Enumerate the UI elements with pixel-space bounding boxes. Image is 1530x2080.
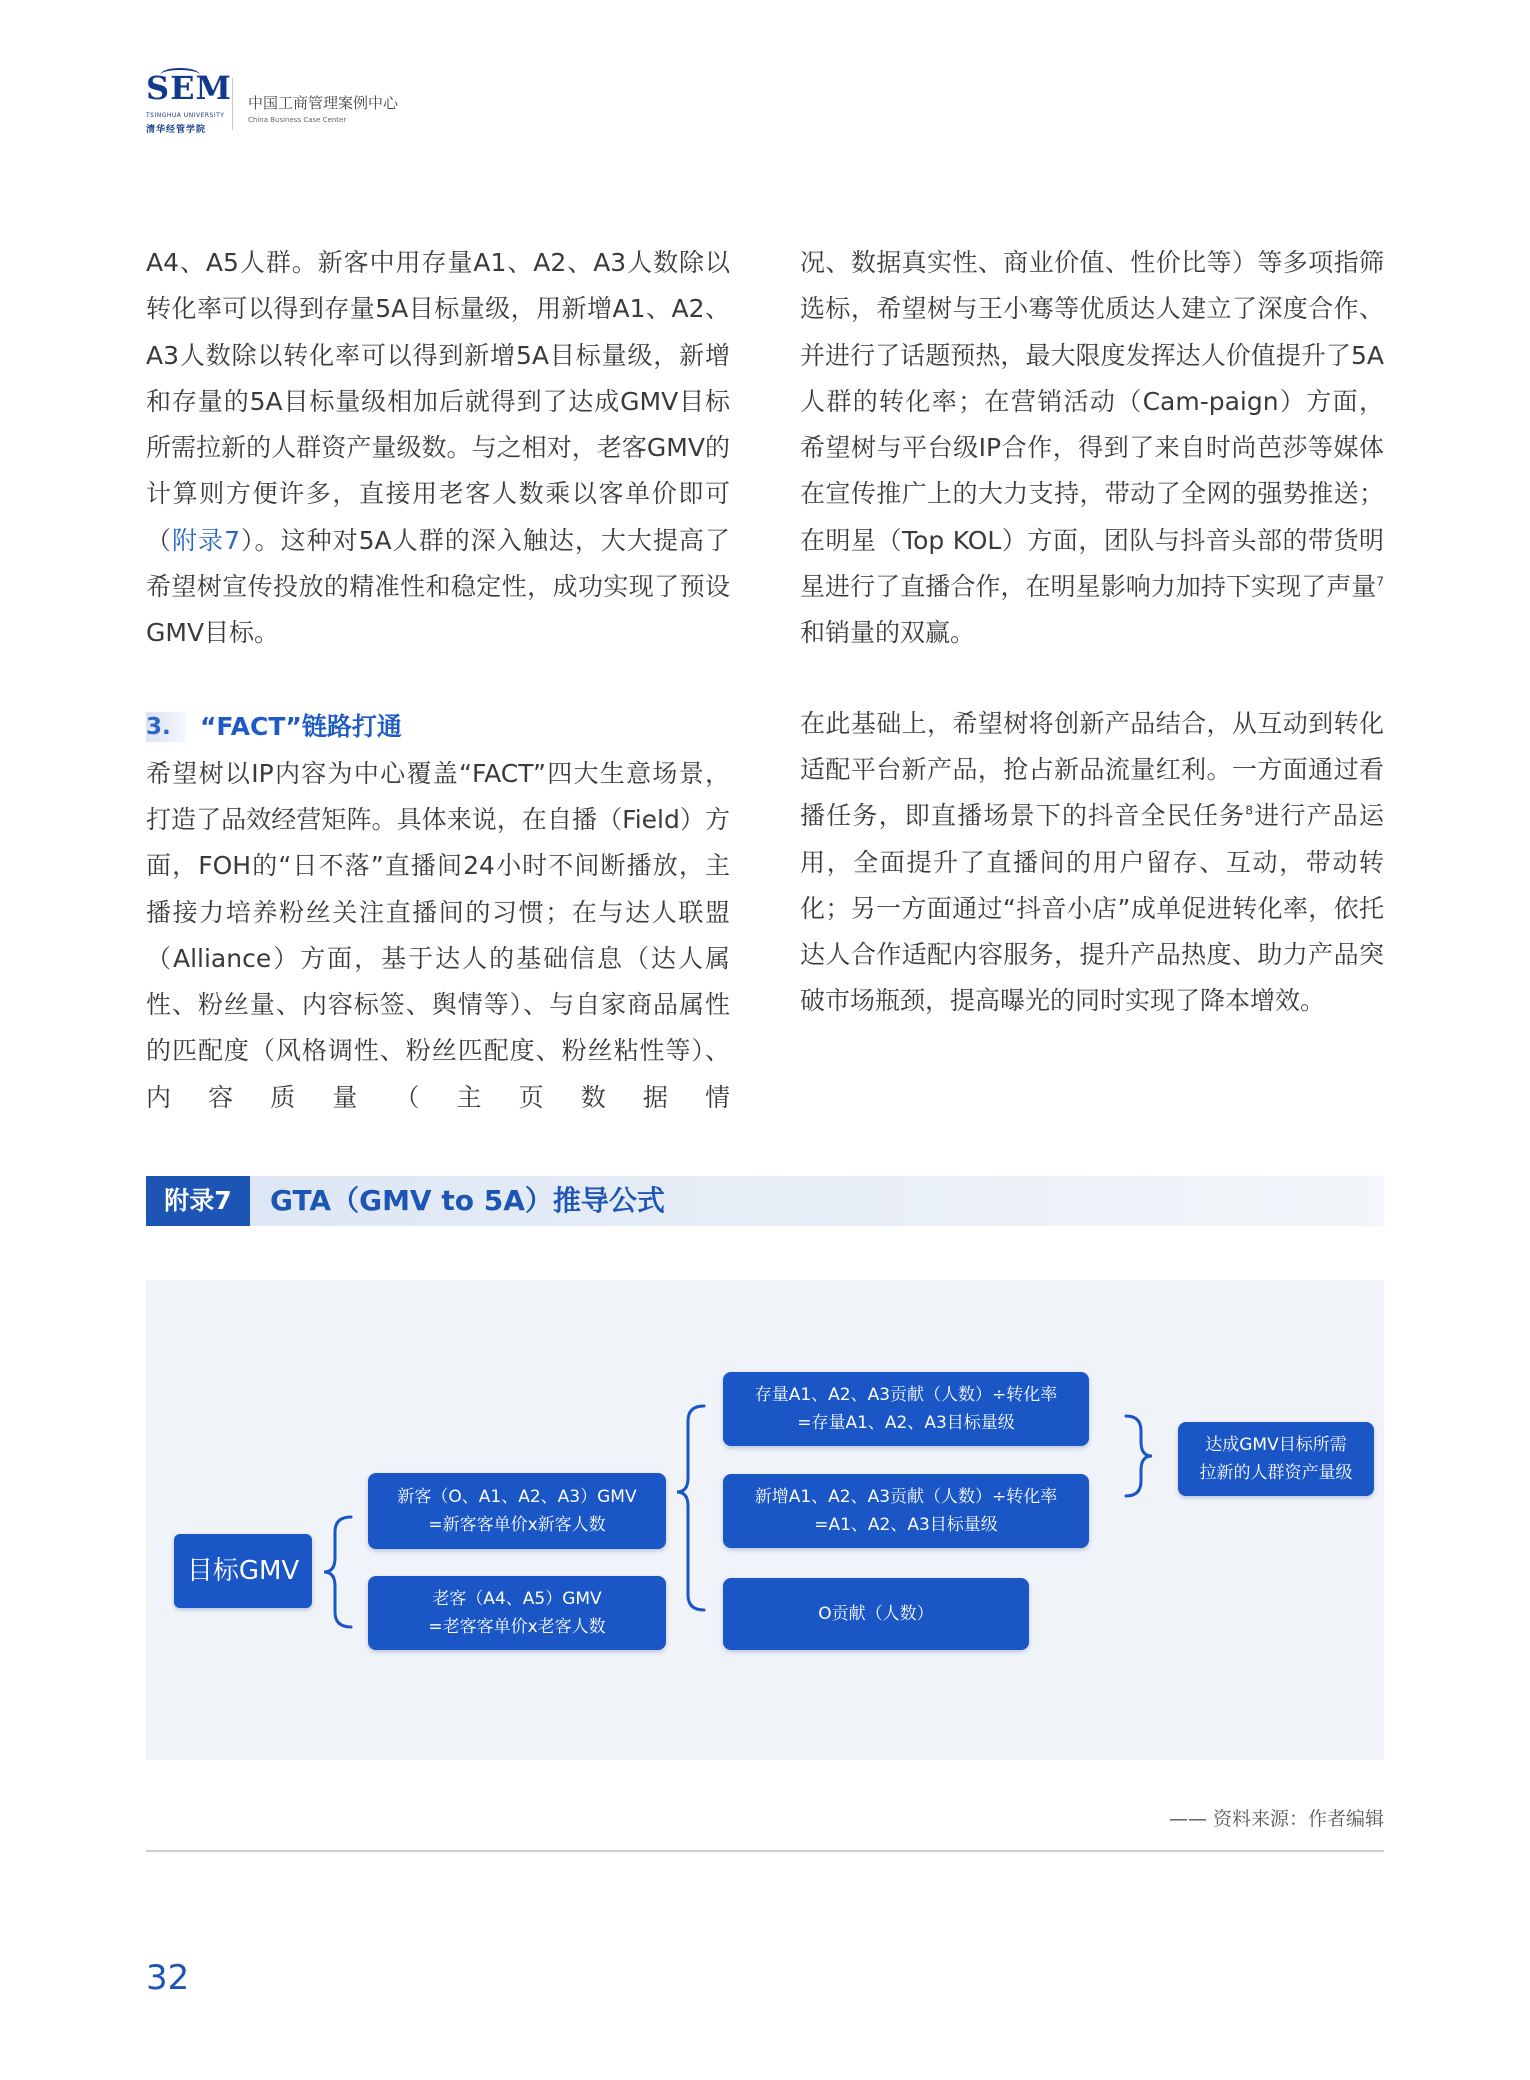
box-line: =老客客单价x老客人数 (428, 1617, 606, 1637)
box-line: 存量A1、A2、A3贡献（人数）÷转化率 (754, 1385, 1058, 1405)
paragraph: 希望树以IP内容为中心覆盖“FACT”四大生意场景，打造了品效经营矩阵。具体来说，在自播（Field）方面，FOH的“日不落”直播间24小时不间断播放，主播接力培养粉丝关注直播间的习惯；在与达人联盟（Alliance）方面，基于达人的基础信息（达人属性、粉丝量、内容标签、舆情等）、与自家商品属性的匹配度（风格调性、粉丝匹配度、粉丝粘性等）、内容质量（主页数据情 (146, 758, 730, 1112)
section-heading (146, 705, 730, 749)
box-line: =存量A1、A2、A3目标量级 (797, 1413, 1015, 1433)
old-customer-box (368, 1576, 666, 1650)
center-name-en: China Business Case Center (248, 116, 347, 124)
source-note: —— 资料来源：作者编辑 (1168, 1808, 1384, 1830)
increment-target-box (723, 1474, 1089, 1548)
paragraph-text: 在此基础上，希望树将创新产品结合，从互动到转化适配平台新产品，抢占新品流量红利。一方面通过看播任务，即直播场景下的抖音全民任务 (800, 708, 1384, 831)
target-gmv-box: 目标GMV (174, 1534, 312, 1608)
appendix-title: GTA（GMV to 5A）推导公式 (270, 1184, 665, 1217)
page-number: 32 (146, 1958, 190, 1998)
sem-logo: SEM (146, 69, 232, 107)
result-box (1178, 1422, 1374, 1496)
appendix-link[interactable]: 附录7 (172, 525, 240, 555)
left-column (146, 240, 730, 1121)
root-brace-icon (324, 1517, 351, 1627)
logo-school-name: 清华经管学院 (146, 125, 207, 135)
center-name: 中国工商管理案例中心 (248, 94, 399, 112)
box-line: =新客客单价x新客人数 (428, 1515, 606, 1535)
section-title: “FACT”链路打通 (200, 711, 402, 741)
new-customer-brace-icon (677, 1406, 704, 1610)
box-line: 新客（O、A1、A2、A3）GMV (397, 1487, 637, 1507)
box-line: 新增A1、A2、A3贡献（人数）÷转化率 (754, 1487, 1058, 1507)
header-divider (232, 78, 233, 130)
appendix-title-bar (146, 1176, 1384, 1226)
paragraph (146, 240, 730, 657)
section-number: 3. (146, 712, 186, 742)
logo-university: TSINGHUA UNIVERSITY (146, 112, 225, 119)
box-line: 老客（A4、A5）GMV (432, 1589, 602, 1609)
gta-diagram (146, 1280, 1384, 1760)
box-line: 达成GMV目标所需 (1205, 1435, 1347, 1455)
paragraph-text: 和销量的双赢。 (800, 618, 976, 648)
o-contribution-box: O贡献（人数） (723, 1578, 1029, 1650)
stock-target-box (723, 1372, 1089, 1446)
footnote-ref[interactable]: 7 (1376, 574, 1384, 589)
footnote-ref[interactable]: 8 (1245, 803, 1253, 818)
box-line: 拉新的人群资产量级 (1199, 1463, 1353, 1483)
new-customer-box (368, 1473, 666, 1549)
paragraph (800, 240, 1384, 657)
paragraph-text: 况、数据真实性、商业价值、性价比等）等多项指筛选标，希望树与王小骞等优质达人建立了深度合作、并进行了话题预热，最大限度发挥达人价值提升了5A人群的转化率；在营销活动（Cam-paign）方面，希望树与平台级IP合作，得到了来自时尚芭莎等媒体在宣传推广上的大力支持，带动了全网的强势推送；在明星（Top KOL）方面，团队与抖音头部的带货明星进行了直播合作，在明星影响力加持下实现了声量 (800, 248, 1384, 602)
paragraph-text: A4、A5人群。新客中用存量A1、A2、A3人数除以转化率可以得到存量5A目标量级，用新增A1、A2、A3人数除以转化率可以得到新增5A目标量级，新增和存量的5A目标量级相加后就得到了达成GMV目标所需拉新的人群资产量级数。与之相对，老客GMV的计算则方便许多，直接用老客人数乘以客单价即可（ (146, 248, 730, 555)
paragraph-text: 进行产品运用，全面提升了直播间的用户留存、互动，带动转化；另一方面通过“抖音小店”成单促进转化率，依托达人合作适配内容服务，提升产品热度、助力产品突破市场瓶颈，提高曝光的同时实现了降本增效。 (800, 801, 1384, 1016)
paragraph-text: ）。这种对5A人群的深入触达，大大提高了希望树宣传投放的精准性和稳定性，成功实现了预设GMV目标。 (146, 525, 730, 648)
box-line: =A1、A2、A3目标量级 (814, 1515, 998, 1535)
right-column (800, 240, 1384, 1025)
result-brace-icon (1126, 1416, 1152, 1496)
divider-line (146, 1850, 1384, 1852)
appendix-tag: 附录7 (146, 1176, 250, 1226)
paragraph (800, 701, 1384, 1025)
